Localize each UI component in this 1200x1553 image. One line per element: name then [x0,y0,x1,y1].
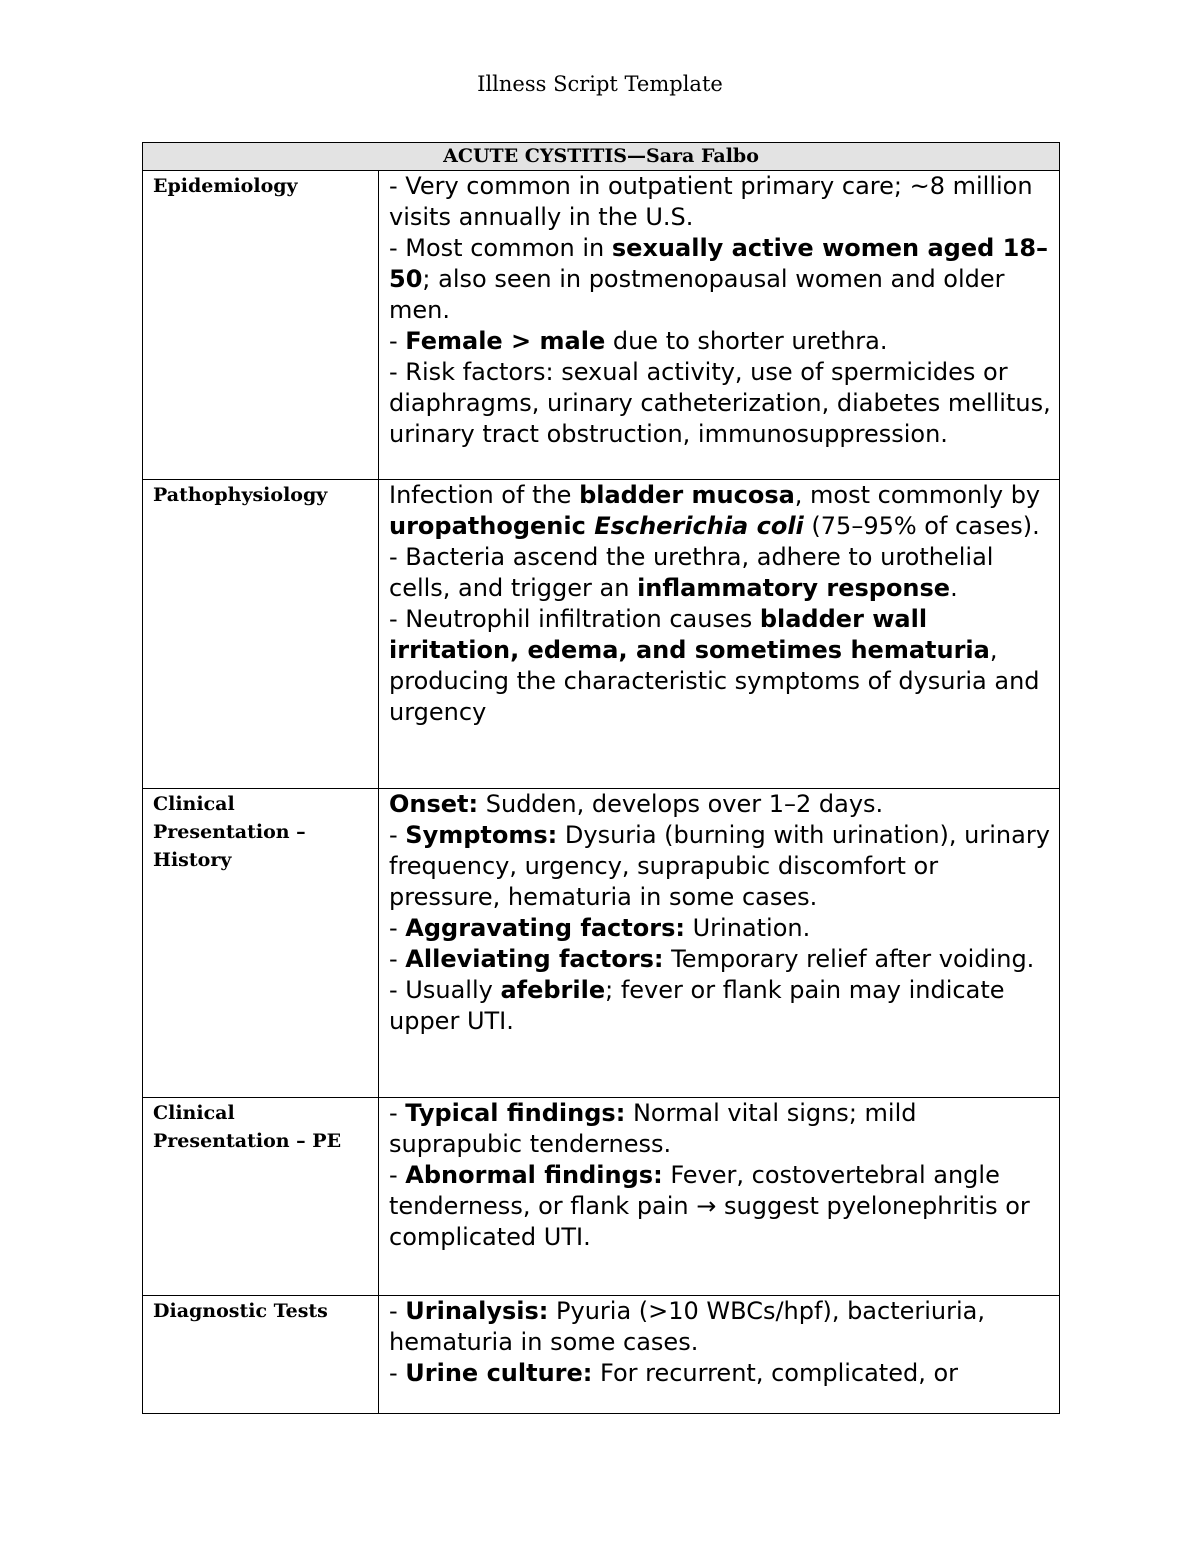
content-text: Symptoms: [405,821,558,849]
row-content-history [379,789,1060,1098]
row-content-pathophysiology [379,480,1060,789]
content-text: - [389,1161,406,1189]
content-line [389,233,1051,326]
content-line [389,1358,1051,1389]
content-text: bladder mucosa [579,481,795,509]
content-text: - [389,914,406,942]
content-text: Urinalysis: [405,1297,549,1325]
content-line [389,480,1051,542]
content-line [389,944,1051,975]
content-text: , most commonly by [794,481,1041,509]
content-line [389,1296,1051,1358]
content-text: Sudden, develops over 1–2 days. [478,790,884,818]
content-line [389,820,1051,913]
content-text: inflammatory response [637,574,951,602]
content-line [389,913,1051,944]
row-label-diagnostic-tests: Diagnostic Tests [143,1296,379,1414]
content-text: - [389,945,406,973]
content-text: - Neutrophil infiltration causes [389,605,760,633]
content-text: Dysuria (burning with urination), urinary frequency, urgency, suprapubic discomfort or pressure, hematuria in some cases. [389,821,1050,911]
content-text: Infection of the [389,481,580,509]
content-text: Normal vital signs; mild suprapubic tenderness. [389,1099,917,1158]
row-label-history: Clinical Presentation – History [143,789,379,1098]
table-row [143,171,1060,480]
content-line [389,789,1051,820]
content-text: Female > male [405,327,606,355]
content-text: - Risk factors: sexual activity, use of spermicides or diaphragms, urinary catheterization, diabetes mellitus, urinary tract obstruction, immunosuppression. [389,358,1051,448]
content-text: Fever, costovertebral angle tenderness, or flank pain → suggest pyelonephritis or complicated UTI. [389,1161,1030,1251]
row-content-epidemiology [379,171,1060,480]
illness-script-table [142,142,1060,1414]
content-text: Alleviating factors: [405,945,664,973]
content-text: - [389,1297,406,1325]
content-line [389,1098,1051,1160]
content-text: . [950,574,958,602]
table-title-row [143,143,1060,171]
table-row [143,1296,1060,1414]
content-text: - Bacteria ascend the urethra, adhere to urothelial cells, and trigger an [389,543,994,602]
content-text: afebrile [500,976,606,1004]
content-text: - [389,1359,406,1387]
row-content-diagnostic-tests [379,1296,1060,1414]
content-text: Temporary relief after voiding. [663,945,1035,973]
content-text: Typical findings: [405,1099,626,1127]
content-text: For recurrent, complicated, or [592,1359,959,1387]
table-row [143,1098,1060,1296]
content-text: Abnormal findings: [405,1161,663,1189]
content-text: Urination. [684,914,811,942]
row-label-pathophysiology: Pathophysiology [143,480,379,789]
content-text: - [389,327,406,355]
content-text: Pyuria (>10 WBCs/hpf), bacteriuria, hematuria in some cases. [389,1297,985,1356]
content-text: ; also seen in postmenopausal women and older men. [389,265,1005,324]
table-title: ACUTE CYSTITIS—Sara Falbo [143,143,1060,171]
content-text: - Very common in outpatient primary care; ~8 million visits annually in the U.S. [389,172,1033,231]
content-line [389,604,1051,728]
content-text: due to shorter urethra. [605,327,888,355]
content-line [389,542,1051,604]
page-header: Illness Script Template [477,72,723,96]
content-line [389,326,1051,357]
content-text: - Most common in [389,234,612,262]
content-text: Aggravating factors: [405,914,685,942]
content-line [389,357,1051,450]
content-line [389,975,1051,1037]
content-text: bladder wall irritation, edema, and sometimes hematuria [389,605,990,664]
content-text: - [389,1099,406,1127]
content-text: - [389,821,406,849]
table-row [143,789,1060,1098]
content-text: Escherichia coli [594,512,804,540]
content-line [389,171,1051,233]
content-text: Urine culture: [405,1359,593,1387]
table-row [143,480,1060,789]
row-label-epidemiology: Epidemiology [143,171,379,480]
content-text: (75–95% of cases). [803,512,1040,540]
content-text: Onset: [389,790,479,818]
content-line [389,1160,1051,1253]
content-text: ; fever or flank pain may indicate upper UTI. [389,976,1005,1035]
content-text: uropathogenic [389,512,595,540]
row-label-physical-exam: Clinical Presentation – PE [143,1098,379,1296]
content-text: - Usually [389,976,501,1004]
content-text: , producing the characteristic symptoms of dysuria and urgency [389,636,1040,726]
row-content-physical-exam [379,1098,1060,1296]
content-text: sexually active women aged 18–50 [389,234,1049,293]
